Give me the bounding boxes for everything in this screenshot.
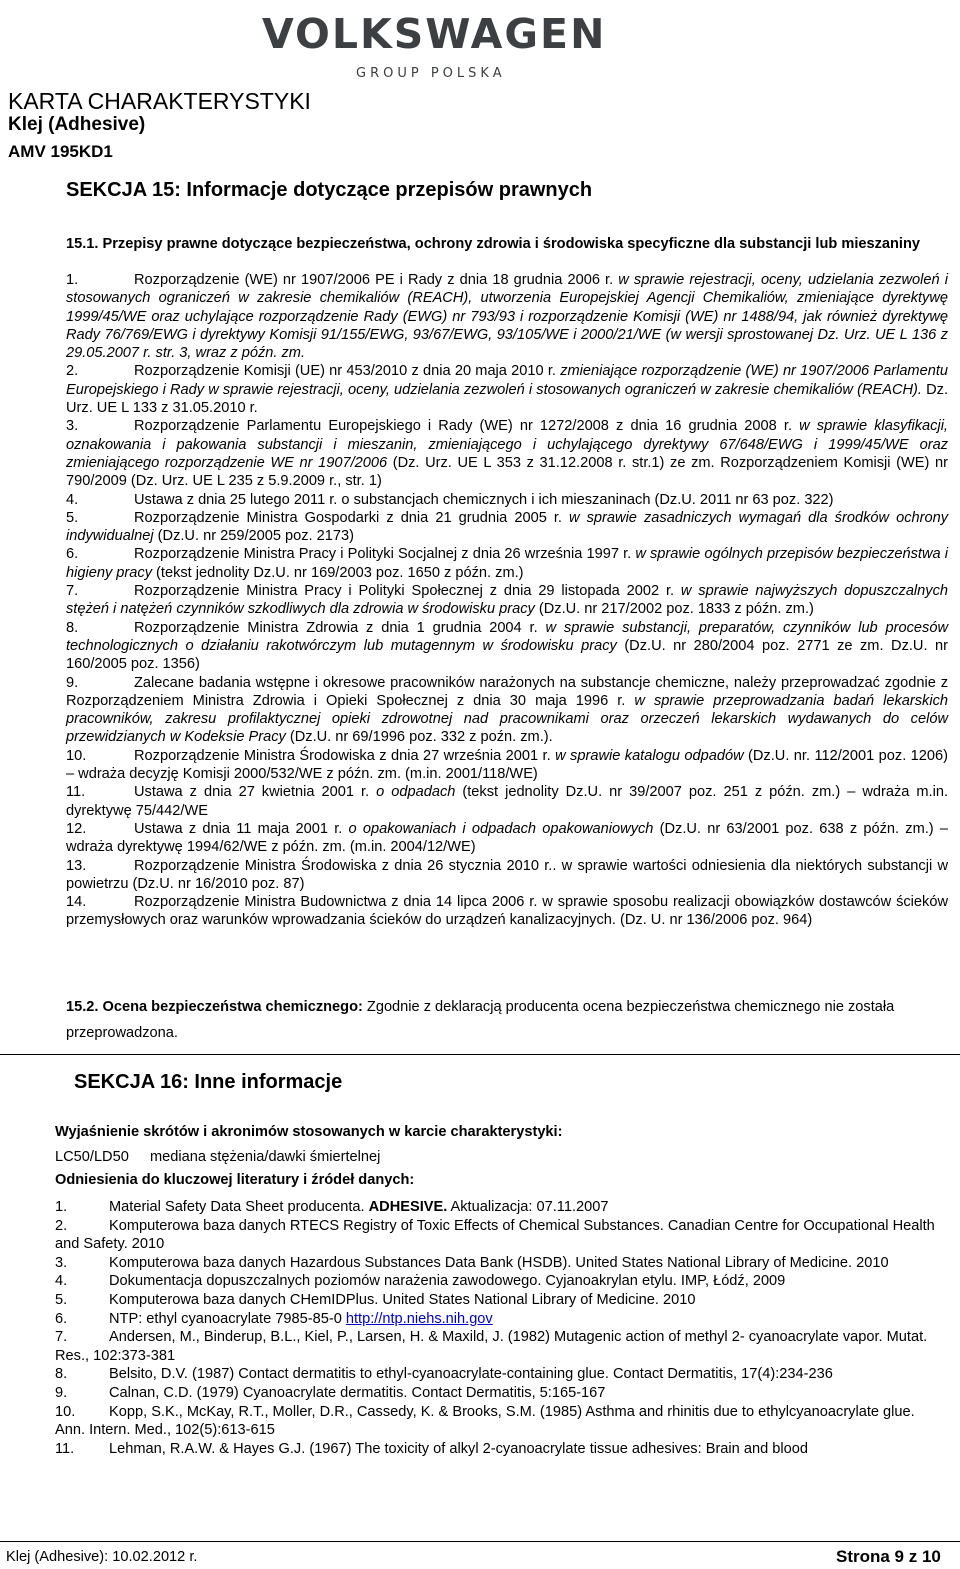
regulation-number: 1. (66, 272, 79, 288)
regulation-item (66, 674, 948, 747)
section-divider (0, 1054, 960, 1055)
regulation-citation: (Dz.U. nr 217/2002 poz. 1833 z późn. zm.) (534, 601, 814, 618)
subsection-15-1-heading: 15.1. Przepisy prawne dotyczące bezpieczeństwa, ochrony zdrowia i środowiska specyficzne dla substancji lub mieszaniny (66, 236, 921, 252)
regulation-text: Rozporządzenie Ministra Gospodarki z dnia 21 grudnia 2005 r. (134, 509, 570, 526)
references-list (55, 1198, 945, 1458)
abbreviation-row (55, 1149, 380, 1165)
reference-text: Andersen, M., Binderup, B.L., Kiel, P., Larsen, H. & Maxild, J. (1982) Mutagenic action of methyl 2- cyanoacrylate vapor. Mutat. Res., 102:373-381 (55, 1329, 928, 1364)
regulation-item (66, 783, 948, 820)
regulation-title: w sprawie najwyższych dopuszczalnych stężeń i natężeń czynników szkodliwych dla zdrowia w środowisku pracy (66, 583, 948, 618)
regulation-text: Rozporządzenie Ministra Budownictwa z dnia 14 lipca 2006 r. w sprawie sposobu realizacji obowiązków dostawców ścieków przemysłowych oraz warunków wprowadzania ścieków do urządzeń kanalizacyjnych. (Dz. U. nr 136/2006 poz. 964) (66, 894, 948, 929)
regulation-number: 13. (66, 857, 87, 874)
regulation-citation: (Dz. Urz. UE L 353 z 31.12.2008 r. str.1) ze zm. Rozporządzeniem Komisji (WE) nr 790/2009 (Dz. Urz. UE L 235 z 5.9.2009 r., str. 1) (66, 454, 948, 490)
regulation-text: Rozporządzenie Ministra Zdrowia z dnia 1 grudnia 2004 r. (134, 619, 546, 636)
regulation-title: o odpadach (376, 784, 456, 801)
regulation-item (66, 362, 948, 417)
abbreviation-key: LC50/LD50 (55, 1149, 129, 1165)
product-code: AMV 195KD1 (8, 142, 113, 161)
regulation-number: 12. (66, 820, 87, 837)
reference-number: 1. (55, 1199, 68, 1215)
regulation-text: Rozporządzenie Parlamentu Europejskiego i Rady (WE) nr 1272/2008 z dnia 16 grudnia 2008 r. (134, 418, 800, 435)
subsection-15-2-label: 15.2. Ocena bezpieczeństwa chemicznego: (66, 999, 363, 1015)
reference-item (55, 1272, 945, 1291)
regulation-text: Rozporządzenie Ministra Środowiska z dnia 27 września 2001 r. (134, 747, 556, 764)
regulation-number: 10. (66, 747, 87, 764)
regulation-item (66, 545, 948, 582)
document-title: KARTA CHARAKTERYSTYKI (8, 88, 311, 114)
reference-item (55, 1254, 945, 1273)
reference-number: 4. (55, 1273, 68, 1290)
subsection-15-2-text: Zgodnie z deklaracją producenta ocena bezpieczeństwa chemicznego nie została przeprowadzona. (66, 999, 895, 1041)
regulation-citation: (Dz.U. nr 63/2001 poz. 638 z późn. zm.) – wdraża dyrektywę 1994/62/WE z późn. zm. (m.in. 2004/12/WE) (66, 820, 948, 856)
reference-number: 11. (55, 1440, 75, 1457)
regulation-text: Ustawa z dnia 11 maja 2001 r. (134, 820, 349, 837)
regulation-number: 9. (66, 674, 79, 691)
reference-item (55, 1217, 945, 1254)
regulation-number: 3. (66, 418, 79, 435)
reference-text: Lehman, R.A.W. & Hayes G.J. (1967) The toxicity of alkyl 2-cyanoacrylate tissue adhesives: Brain and blood (109, 1440, 808, 1457)
reference-emphasis: ADHESIVE. (368, 1199, 448, 1215)
regulation-title: zmieniające rozporządzenie (WE) nr 1907/2006 Parlamentu Europejskiego i Rady w sprawie rejestracji, oceny, udzielania zezwoleń i stosowanych ograniczeń w zakresie chemikaliów (REACH). (66, 363, 948, 398)
reference-number: 3. (55, 1254, 68, 1271)
subsection-15-2 (66, 994, 948, 1046)
regulation-citation: (Dz.U. nr 280/2004 poz. 2771 ze zm. Dz.U. nr 160/2005 poz. 1356) (66, 637, 948, 673)
regulation-item (66, 271, 948, 362)
ntp-link[interactable]: http://ntp.niehs.nih.gov (345, 1310, 493, 1327)
regulation-citation: Dz. Urz. UE L 133 z 31.05.2010 r. (66, 381, 949, 417)
section-15-heading: SEKCJA 15: Informacje dotyczące przepisów prawnych (66, 179, 593, 201)
literature-heading: Odniesienia do kluczowej literatury i źródeł danych: (55, 1172, 415, 1188)
regulation-text: Ustawa z dnia 27 kwietnia 2001 r. (134, 784, 377, 801)
regulation-title: o opakowaniach i odpadach opakowaniowych (348, 820, 654, 837)
volkswagen-logo: VOLKSWAGEN (262, 10, 607, 58)
regulation-item (66, 509, 948, 546)
reference-text: Calnan, C.D. (1979) Cyanoacrylate dermatitis. Contact Dermatitis, 5:165-167 (109, 1384, 606, 1401)
reference-item (55, 1291, 945, 1310)
reference-number: 5. (55, 1291, 68, 1308)
reference-number: 8. (55, 1366, 68, 1383)
regulation-text: Zalecane badania wstępne i okresowe pracowników narażonych na substancje chemiczne, należy przeprowadzać zgodnie z Rozporządzeniem Ministra Zdrowia i Opieki Społecznej z dnia 30 maja 1996 r. (66, 674, 948, 709)
reference-number: 7. (55, 1329, 68, 1346)
reference-text: Komputerowa baza danych CHemIDPlus. United States National Library of Medicine. 2010 (109, 1291, 696, 1308)
regulation-number: 5. (66, 509, 79, 526)
regulation-item (66, 582, 948, 619)
regulation-citation: (Dz.U. nr 69/1996 poz. 332 z poźn. zm.). (285, 729, 553, 746)
logo-subtitle: GROUP POLSKA (356, 66, 506, 81)
regulation-item (66, 491, 948, 509)
regulation-number: 2. (66, 363, 79, 380)
reference-item (55, 1384, 945, 1403)
regulations-list (66, 271, 948, 930)
regulation-citation: (Dz.U. nr 259/2005 poz. 2173) (153, 528, 354, 545)
reference-text: NTP: ethyl cyanoacrylate 7985-85-0 (109, 1310, 346, 1327)
reference-item (55, 1310, 945, 1329)
regulation-citation: (Dz.U. nr. 112/2001 poz. 1206) – wdraża decyzję Komisji 2000/532/WE z późn. zm. (m.in. 2001/118/WE) (66, 747, 948, 783)
regulation-number: 7. (66, 583, 79, 600)
reference-text: Dokumentacja dopuszczalnych poziomów narażenia zawodowego. Cyjanoakrylan etylu. IMP, Łódź, 2009 (109, 1273, 786, 1290)
reference-item (55, 1403, 945, 1440)
regulation-text: Rozporządzenie Ministra Pracy i Polityki Społecznej z dnia 29 listopada 2002 r. (134, 583, 681, 600)
reference-number: 10. (55, 1403, 76, 1420)
reference-text: Kopp, S.K., McKay, R.T., Moller, D.R., Cassedy, K. & Brooks, S.M. (1985) Asthma and rhinitis due to ethylcyanoacrylate glue. Ann. Intern. Med., 102(5):613-615 (55, 1403, 915, 1439)
reference-text: Material Safety Data Sheet producenta. (109, 1199, 369, 1215)
reference-number: 9. (55, 1384, 68, 1401)
regulation-citation: (tekst jednolity Dz.U. nr 169/2003 poz. 1650 z późn. zm.) (152, 564, 524, 581)
reference-text: Komputerowa baza danych RTECS Registry of Toxic Effects of Chemical Substances. Canadian Centre for Occupational Health and Safety. 2010 (55, 1217, 935, 1253)
reference-text-tail: Aktualizacja: 07.11.2007 (447, 1199, 609, 1215)
reference-text: Belsito, D.V. (1987) Contact dermatitis to ethyl-cyanoacrylate-containing glue. Contact Dermatitis, 17(4):234-236 (109, 1366, 833, 1383)
regulation-item (66, 857, 948, 894)
regulation-number: 11. (66, 784, 86, 801)
reference-number: 2. (55, 1217, 68, 1234)
regulation-item (66, 417, 948, 490)
abbreviations-heading: Wyjaśnienie skrótów i akronimów stosowanych w karcie charakterystyki: (55, 1124, 563, 1140)
regulation-citation: (tekst jednolity Dz.U. nr 39/2007 poz. 251 z późn. zm.) – wdraża m.in. dyrektywę 75/442/WE (66, 784, 949, 819)
regulation-item (66, 820, 948, 857)
regulation-number: 14. (66, 894, 87, 911)
reference-item (55, 1328, 945, 1365)
regulation-number: 4. (66, 491, 79, 508)
reference-item (55, 1365, 945, 1384)
regulation-text: Ustawa z dnia 25 lutego 2011 r. o substancjach chemicznych i ich mieszaninach (Dz.U. 2011 nr 63 poz. 322) (134, 491, 834, 508)
reference-item (55, 1440, 945, 1459)
regulation-title: w sprawie klasyfikacji, oznakowania i pakowania substancji i mieszanin, zmieniającego i uchylającego dyrektywy 67/648/EWG i 1999/45/WE oraz zmieniającego rozporządzenie WE nr 1907/2006 (66, 418, 948, 471)
abbreviation-value: mediana stężenia/dawki śmiertelnej (150, 1149, 381, 1165)
regulation-number: 8. (66, 619, 79, 636)
regulation-text: Rozporządzenie Komisji (UE) nr 453/2010 z dnia 20 maja 2010 r. (134, 363, 561, 380)
regulation-title: w sprawie ogólnych przepisów bezpieczeństwa i higieny pracy (66, 546, 948, 581)
regulation-text: Rozporządzenie Ministra Środowiska z dnia 26 stycznia 2010 r.. w sprawie wartości odniesienia dla niektórych substancji w powietrzu (Dz.U. nr 16/2010 poz. 87) (66, 857, 948, 892)
reference-number: 6. (55, 1310, 68, 1327)
regulation-title: w sprawie zasadniczych wymagań dla środków ochrony indywidualnej (66, 509, 948, 545)
regulation-text: Rozporządzenie (WE) nr 1907/2006 PE i Rady z dnia 18 grudnia 2006 r. (134, 272, 619, 288)
regulation-text: Rozporządzenie Ministra Pracy i Polityki Socjalnej z dnia 26 września 1997 r. (134, 546, 636, 563)
section-16-heading: SEKCJA 16: Inne informacje (74, 1071, 343, 1093)
regulation-title: w sprawie przeprowadzania badań lekarskich pracowników, zakresu profilaktycznej opieki zdrowotnej nad pracownikami oraz orzeczeń lekarskich wydawanych do celów przewidzianych w Kodeksie Pracy (66, 692, 948, 746)
footer-divider (0, 1541, 960, 1542)
regulation-item (66, 893, 948, 930)
regulation-item (66, 619, 948, 674)
reference-text: Komputerowa baza danych Hazardous Substances Data Bank (HSDB). United States National Library of Medicine. 2010 (109, 1254, 889, 1271)
regulation-item (66, 747, 948, 784)
regulation-title: w sprawie katalogu odpadów (555, 747, 744, 764)
regulation-number: 6. (66, 546, 79, 563)
footer-product-date: Klej (Adhesive): 10.02.2012 r. (6, 1549, 198, 1565)
regulation-title: w sprawie rejestracji, oceny, udzielania zezwoleń i stosowanych ograniczeń w zakresie chemikaliów (REACH), utworzenia Europejskiej Agencji Chemikaliów, zmieniające dyrektywę 1999/45/WE oraz uchylające rozporządzenie Rady (EWG) nr 793/93 i rozporządzenie Komisji (WE) nr 1488/94, jak również dyrektywę Rady 76/769/EWG i dyrektywy Komisji 91/155/EWG, 93/67/EWG, 93/105/WE i 2000/21/WE (w wersji sprostowanej Dz. Urz. UE L 136 z 29.05.2007 r. str. 3, wraz z późn. zm. (66, 272, 948, 362)
page-number: Strona 9 z 10 (836, 1547, 941, 1566)
regulation-title: w sprawie substancji, preparatów, czynników lub procesów technologicznych o działaniu rakotwórczym lub mutagennym w środowisku pracy (66, 619, 948, 654)
product-name: Klej (Adhesive) (8, 114, 146, 135)
reference-item (55, 1198, 945, 1217)
